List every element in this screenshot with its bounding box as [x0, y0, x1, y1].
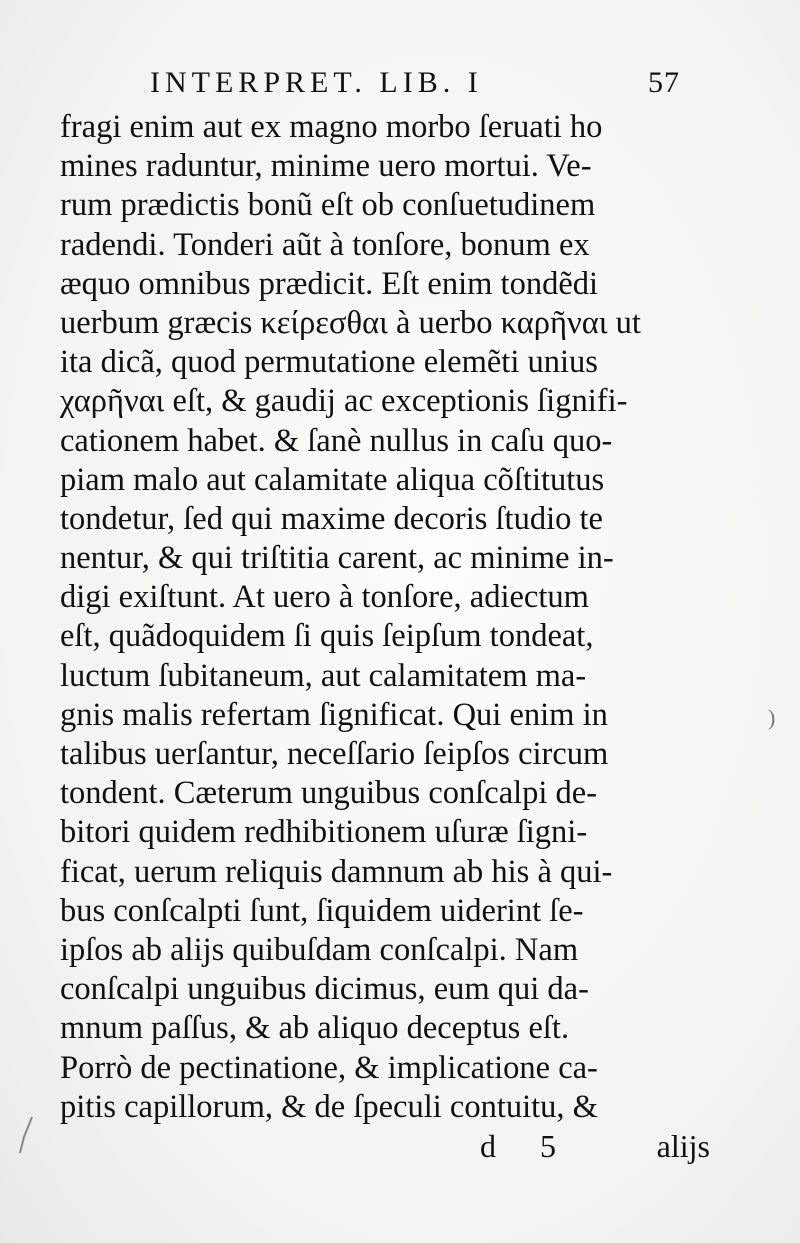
running-header	[150, 66, 680, 106]
text-line: bitori quidem redhibitionem uſuræ ſigni-	[60, 814, 588, 851]
text-line: bus conſcalpti ſunt, ſiquidem uiderint ſe-	[60, 892, 584, 929]
text-line: pitis capillorum, & de ſpeculi contuitu, &	[60, 1088, 598, 1125]
text-line: fragi enim aut ex magno morbo ſeruati ho	[60, 109, 603, 145]
text-line: piam malo aut calamitate aliqua cõſtitutus	[60, 461, 605, 498]
text-line: luctum ſubitaneum, aut calamitatem ma-	[60, 657, 587, 694]
text-line: æquo omnibus prædicit. Eſt enim tondẽdi	[60, 265, 599, 302]
text-line: cationem habet. & ſanè nullus in caſu quo-	[60, 422, 613, 459]
text-line: tondetur, ſed qui maxime decoris ſtudio te	[60, 500, 603, 537]
text-line: mines raduntur, minime uero mortui. Ve-	[60, 148, 592, 185]
page-footer	[60, 1128, 710, 1168]
text-line: uerbum græcis κείρεσθαι à uerbo καρῆναι ut	[60, 304, 641, 341]
text-line: nentur, & qui triſtitia carent, ac minime in-	[60, 540, 614, 577]
text-line: radendi. Tonderi aũt à tonſore, bonum ex	[60, 226, 590, 263]
body-text	[60, 108, 710, 1127]
text-line: mnum paſſus, & ab aliquo deceptus eſt.	[60, 1010, 570, 1047]
text-line: conſcalpi unguibus dicimus, eum qui da-	[60, 971, 589, 1008]
text-line: tondent. Cæterum unguibus conſcalpi de-	[60, 775, 598, 812]
running-title: INTERPRET. LIB. I	[150, 66, 483, 99]
text-line: gnis malis refertam ſignificat. Qui enim in	[60, 696, 608, 733]
text-line: eſt, quãdoquidem ſi quis ſeipſum tondeat,	[60, 618, 594, 655]
margin-stroke-mark	[18, 1115, 36, 1155]
margin-tick-mark: )	[768, 705, 776, 730]
text-line: χαρῆναι eſt, & gaudij ac exceptionis ſignifi-	[60, 383, 628, 420]
text-line: ipſos ab alijs quibuſdam conſcalpi. Nam	[60, 931, 579, 968]
page-number: 57	[648, 66, 680, 99]
signature-mark: d 5	[480, 1128, 574, 1164]
catchword: alijs	[656, 1128, 710, 1164]
text-line: digi exiſtunt. At uero à tonſore, adiectum	[60, 579, 589, 616]
text-line: ita dicã, quod permutatione elemẽti unius	[60, 344, 598, 381]
text-line: ficat, uerum reliquis damnum ab his à qui-	[60, 853, 613, 890]
text-line: Porrò de pectinatione, & implicatione ca-	[60, 1049, 598, 1086]
text-line: talibus uerſantur, neceſſario ſeipſos circum	[60, 736, 609, 772]
text-line: rum prædictis bonũ eſt ob conſuetudinem	[60, 187, 596, 224]
